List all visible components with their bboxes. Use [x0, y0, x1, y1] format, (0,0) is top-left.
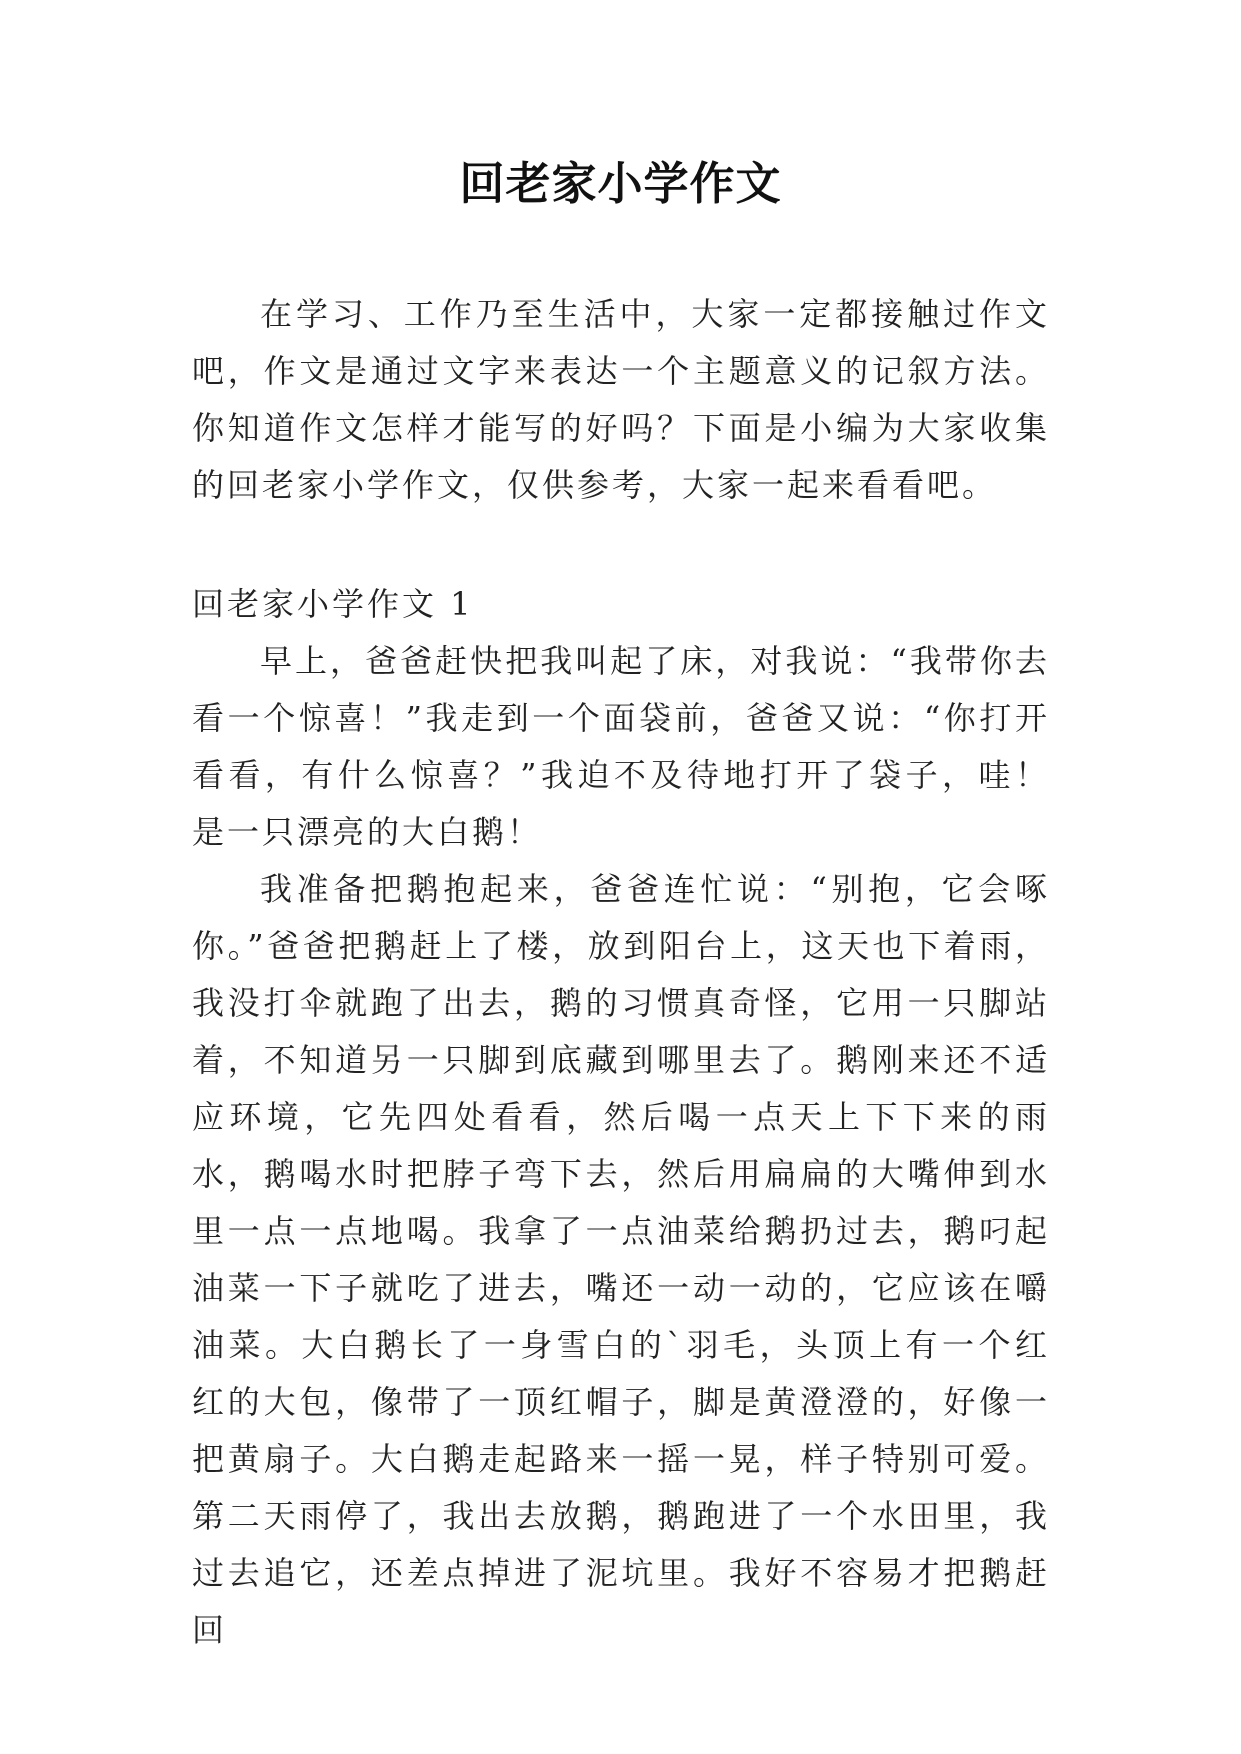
intro-paragraph: 在学习、工作乃至生活中，大家一定都接触过作文吧，作文是通过文字来表达一个主题意义的记叙方法。你知道作文怎样才能写的好吗？下面是小编为大家收集的回老家小学作文，仅供参考，大家一起来看看吧。 — [192, 295, 1050, 504]
essay-paragraph-1: 早上，爸爸赶快把我叫起了床，对我说：“我带你去看一个惊喜！”我走到一个面袋前，爸爸又说：“你打开看看，有什么惊喜？”我迫不及待地打开了袋子，哇！是一只漂亮的大白鹅！ — [192, 642, 1050, 851]
section-heading: 回老家小学作文 1 — [192, 585, 474, 623]
document-title: 回老家小学作文 — [459, 157, 782, 210]
essay-paragraph-2: 我准备把鹅抱起来，爸爸连忙说：“别抱，它会啄你。”爸爸把鹅赶上了楼，放到阳台上，这天也下着雨，我没打伞就跑了出去，鹅的习惯真奇怪，它用一只脚站着，不知道另一只脚到底藏到哪里去了。鹅刚来还不适应环境，它先四处看看，然后喝一点天上下下来的雨水，鹅喝水时把脖子弯下去，然后用扁扁的大嘴伸到水里一点一点地喝。我拿了一点油菜给鹅扔过去，鹅叼起油菜一下子就吃了进去，嘴还一动一动的，它应该在嚼油菜。大白鹅长了一身雪白的`羽毛，头顶上有一个红红的大包，像带了一顶红帽子，脚是黄澄澄的，好像一把黄扇子。大白鹅走起路来一摇一晃，样子特别可爱。第二天雨停了，我出去放鹅，鹅跑进了一个水田里，我过去追它，还差点掉进了泥坑里。我好不容易才把鹅赶回 — [192, 870, 1050, 1649]
